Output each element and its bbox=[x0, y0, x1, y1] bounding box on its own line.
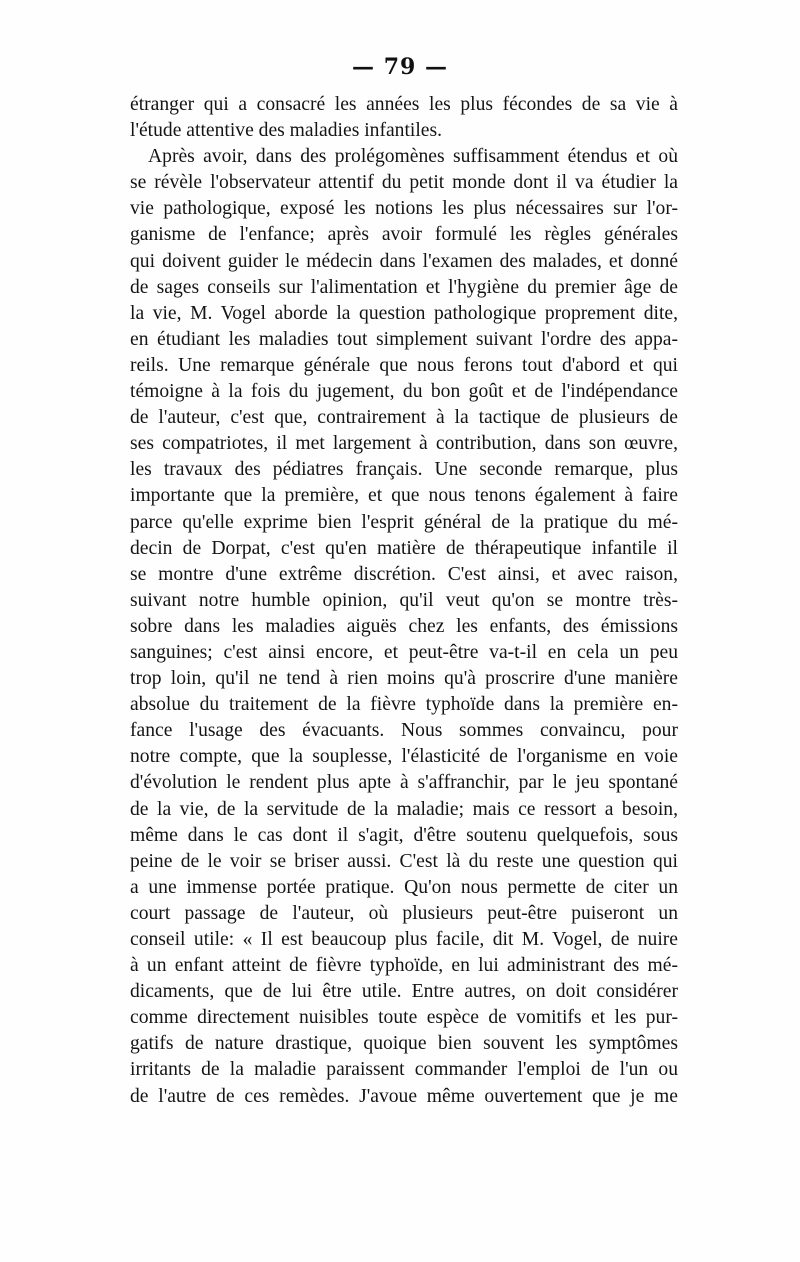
text-line: ganisme de l'enfance; après avoir formulé les règles générales bbox=[130, 224, 678, 246]
text-line: vie pathologique, exposé les notions les plus nécessaires sur l'or- bbox=[130, 198, 678, 220]
page-number: — 79 — bbox=[352, 54, 448, 80]
text-line: comme directement nuisibles toute espèce de vomitifs et les pur- bbox=[130, 1007, 678, 1029]
text-line: fance l'usage des évacuants. Nous sommes convaincu, pour bbox=[130, 720, 678, 742]
text-line: court passage de l'auteur, où plusieurs peut-être puiseront un bbox=[130, 902, 678, 924]
text-line: absolue du traitement de la fièvre typhoïde dans la première en- bbox=[130, 694, 678, 716]
text-line: les travaux des pédiatres français. Une seconde remarque, plus bbox=[130, 459, 678, 481]
text-line: témoigne à la fois du jugement, du bon goût et de l'indépendance bbox=[130, 381, 678, 403]
text-line: notre compte, que la souplesse, l'élasticité de l'organisme en voie bbox=[130, 746, 678, 768]
text-line: la vie, M. Vogel aborde la question pathologique proprement dite, bbox=[130, 302, 678, 324]
text-line: decin de Dorpat, c'est qu'en matière de thérapeutique infantile il bbox=[130, 537, 678, 559]
text-line: qui doivent guider le médecin dans l'examen des malades, et donné bbox=[130, 250, 678, 272]
body-text bbox=[130, 92, 678, 1110]
text-line: l'étude attentive des maladies infantiles. bbox=[130, 120, 443, 142]
text-line: irritants de la maladie paraissent commander l'emploi de l'un ou bbox=[130, 1059, 678, 1081]
text-line: de sages conseils sur l'alimentation et l'hygiène du premier âge de bbox=[130, 276, 678, 298]
text-line: sobre dans les maladies aiguës chez les enfants, des émissions bbox=[130, 615, 678, 637]
text-line: sanguines; c'est ainsi encore, et peut-être va-t-il en cela un peu bbox=[130, 641, 678, 663]
text-line: de l'autre de ces remèdes. J'avoue même ouvertement que je me bbox=[130, 1085, 678, 1107]
text-line: de l'auteur, c'est que, contrairement à la tactique de plusieurs de bbox=[130, 407, 678, 429]
text-line: conseil utile: « Il est beaucoup plus facile, dit M. Vogel, de nuire bbox=[130, 929, 678, 950]
text-line: importante que la première, et que nous tenons également à faire bbox=[130, 485, 678, 507]
text-line: même dans le cas dont il s'agit, d'être soutenu quelquefois, sous bbox=[130, 824, 678, 846]
text-line: trop loin, qu'il ne tend à rien moins qu'à proscrire d'une manière bbox=[130, 668, 678, 690]
text-line: de la vie, de la servitude de la maladie; mais ce ressort a besoin, bbox=[130, 798, 678, 820]
text-line: gatifs de nature drastique, quoique bien souvent les symptômes bbox=[130, 1033, 678, 1055]
text-line: d'évolution le rendent plus apte à s'affranchir, par le jeu spontané bbox=[130, 772, 678, 794]
text-line: étranger qui a consacré les années les plus fécondes de sa vie à bbox=[130, 94, 678, 115]
text-line: a une immense portée pratique. Qu'on nous permette de citer un bbox=[130, 876, 678, 898]
text-line: Après avoir, dans des prolégomènes suffisamment étendus et où bbox=[148, 146, 678, 168]
text-line: reils. Une remarque générale que nous ferons tout d'abord et qui bbox=[130, 354, 678, 376]
text-line: dicaments, que de lui être utile. Entre autres, on doit considérer bbox=[130, 981, 678, 1003]
text-line: se révèle l'observateur attentif du petit monde dont il va étudier la bbox=[130, 172, 678, 194]
text-line: en étudiant les maladies tout simplement suivant l'ordre des appa- bbox=[130, 328, 678, 350]
text-line: ses compatriotes, il met largement à contribution, dans son œuvre, bbox=[130, 433, 678, 455]
text-line: parce qu'elle exprime bien l'esprit général de la pratique du mé- bbox=[130, 511, 678, 533]
text-line: à un enfant atteint de fièvre typhoïde, en lui administrant des mé- bbox=[130, 955, 678, 977]
text-line: peine de le voir se briser aussi. C'est là du reste une question qui bbox=[130, 850, 678, 872]
text-line: se montre d'une extrême discrétion. C'est ainsi, et avec raison, bbox=[130, 563, 678, 585]
text-line: suivant notre humble opinion, qu'il veut qu'on se montre très- bbox=[130, 589, 678, 611]
